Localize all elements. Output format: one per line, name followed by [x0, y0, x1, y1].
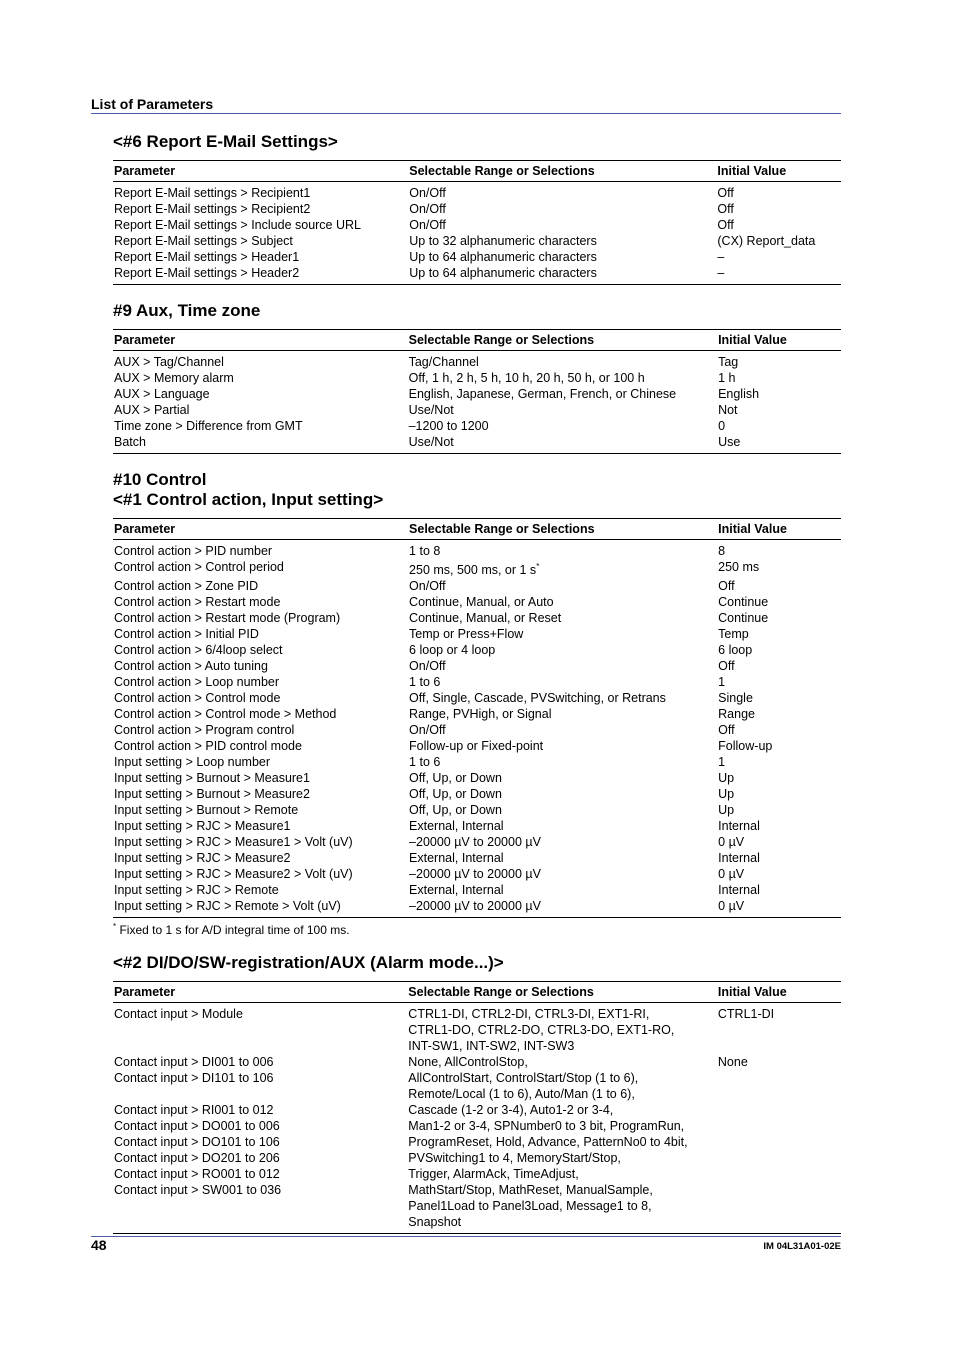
cell-initial: Internal: [718, 819, 760, 834]
table-row: [113, 1118, 841, 1134]
table-row: [113, 418, 841, 434]
section-title: #9 Aux, Time zone: [113, 301, 261, 320]
col-initial: Initial Value: [716, 161, 841, 182]
table-row: [113, 201, 841, 217]
cell-parameter: Report E-Mail settings > Recipient2: [114, 202, 311, 216]
cell-range: Continue, Manual, or Reset: [409, 611, 562, 626]
section-control: [113, 470, 841, 937]
cell-initial: 0: [718, 419, 726, 433]
cell-initial: Continue: [718, 611, 769, 626]
cell-parameter: Control action > Auto tuning: [114, 659, 268, 674]
table-row: [113, 386, 841, 402]
cell-range: Off, Up, or Down: [409, 771, 502, 786]
table-row: [113, 1022, 841, 1038]
table-row: [113, 559, 841, 578]
cell-range: AllControlStart, ControlStart/Stop (1 to 6),: [408, 1071, 639, 1085]
cell-parameter: Input setting > RJC > Measure1 > Volt (uV): [114, 835, 353, 850]
cell-parameter: [113, 1086, 407, 1102]
dido-table: [113, 981, 841, 1234]
table-row: [113, 1166, 841, 1182]
cell-range: Up to 64 alphanumeric characters: [409, 266, 597, 280]
cell-range: External, Internal: [409, 851, 504, 866]
cell-initial: 1 h: [718, 371, 736, 385]
cell-range: Remote/Local (1 to 6), Auto/Man (1 to 6),: [408, 1087, 635, 1101]
table-row: [113, 1182, 841, 1198]
table-row: [113, 770, 841, 786]
cell-range: Use/Not: [408, 435, 454, 449]
section-report-email: [113, 132, 841, 285]
table-row: [113, 1003, 841, 1023]
cell-parameter: Control action > PID number: [114, 544, 273, 558]
section-aux-timezone: [113, 301, 841, 454]
table-row: [113, 834, 841, 850]
cell-parameter: Contact input > SW001 to 036: [114, 1183, 282, 1197]
cell-range: Off, 1 h, 2 h, 5 h, 10 h, 20 h, 50 h, or 100 h: [408, 371, 645, 385]
cell-parameter: [113, 1038, 407, 1054]
table-row: [113, 1102, 841, 1118]
cell-range: Off, Single, Cascade, PVSwitching, or Retrans: [409, 691, 666, 706]
cell-range: 6 loop or 4 loop: [409, 643, 496, 658]
table-row: [113, 434, 841, 454]
cell-range: Trigger, AlarmAck, TimeAdjust,: [408, 1167, 579, 1181]
cell-parameter: Contact input > DI001 to 006: [114, 1055, 274, 1069]
aux-table: [113, 329, 841, 454]
cell-initial: [717, 1198, 841, 1214]
cell-range: English, Japanese, German, French, or Chinese: [408, 387, 677, 401]
table-row: [113, 1086, 841, 1102]
cell-initial: [717, 1070, 841, 1086]
table-row: [113, 1150, 841, 1166]
footnote-mark: *: [113, 922, 117, 932]
cell-initial: Tag: [718, 355, 739, 369]
cell-initial: Internal: [718, 851, 760, 866]
table-row: [113, 1070, 841, 1086]
cell-initial: –: [717, 250, 725, 264]
cell-range: Snapshot: [408, 1215, 462, 1229]
table-row: [113, 182, 841, 202]
table-row: [113, 738, 841, 754]
cell-range: Cascade (1-2 or 3-4), Auto1-2 or 3-4,: [408, 1103, 614, 1117]
cell-parameter: Control action > 6/4loop select: [114, 643, 283, 658]
cell-range: –20000 µV to 20000 µV: [409, 899, 541, 914]
table-row: [113, 882, 841, 898]
cell-initial: 0 µV: [718, 899, 745, 914]
table-row: [113, 402, 841, 418]
cell-initial: None: [717, 1055, 748, 1069]
cell-parameter: Report E-Mail settings > Include source URL: [114, 218, 361, 232]
cell-initial: Not: [718, 403, 738, 417]
cell-range: 1 to 6: [409, 675, 441, 690]
email-table: [113, 160, 841, 285]
table-row: [113, 658, 841, 674]
table-row: [113, 1198, 841, 1214]
table-row: [113, 786, 841, 802]
cell-range: Panel1Load to Panel3Load, Message1 to 8,: [408, 1199, 652, 1213]
cell-parameter: Control action > Restart mode: [114, 595, 281, 610]
cell-initial: Follow-up: [718, 739, 773, 754]
cell-parameter: Contact input > RO001 to 012: [114, 1167, 280, 1181]
cell-parameter: Control action > Restart mode (Program): [114, 611, 341, 626]
cell-parameter: AUX > Language: [114, 387, 210, 401]
cell-parameter: Control action > Control mode: [114, 691, 281, 706]
cell-parameter: Report E-Mail settings > Recipient1: [114, 186, 311, 200]
col-initial: Initial Value: [717, 330, 841, 351]
cell-parameter: Report E-Mail settings > Header1: [114, 250, 300, 264]
col-range: Selectable Range or Selections: [408, 161, 716, 182]
section-title: <#2 DI/DO/SW-registration/AUX (Alarm mode...)>: [113, 953, 504, 972]
cell-initial: (CX) Report_data: [717, 234, 816, 248]
cell-parameter: Batch: [114, 435, 146, 449]
col-parameter: Parameter: [113, 330, 408, 351]
table-row: [113, 722, 841, 738]
cell-range: 1 to 6: [409, 755, 441, 770]
table-row: [113, 370, 841, 386]
cell-initial: Up: [718, 787, 735, 802]
running-header: List of Parameters: [91, 96, 214, 112]
cell-initial: 6 loop: [718, 643, 753, 658]
cell-range: Tag/Channel: [408, 355, 479, 369]
table-row: [113, 626, 841, 642]
table-row: [113, 265, 841, 285]
cell-parameter: Control action > Program control: [114, 723, 295, 738]
table-row: [113, 674, 841, 690]
cell-range: –20000 µV to 20000 µV: [409, 867, 541, 882]
cell-initial: Off: [717, 218, 734, 232]
cell-initial: Up: [718, 771, 735, 786]
cell-initial: English: [718, 387, 760, 401]
cell-parameter: AUX > Partial: [114, 403, 190, 417]
section-subtitle: <#1 Control action, Input setting>: [113, 490, 384, 509]
cell-range: INT-SW1, INT-SW2, INT-SW3: [408, 1039, 575, 1053]
table-row: [113, 706, 841, 722]
cell-range: Range, PVHigh, or Signal: [409, 707, 552, 722]
cell-parameter: Time zone > Difference from GMT: [114, 419, 303, 433]
cell-initial: Use: [718, 435, 741, 449]
cell-parameter: [113, 1214, 407, 1234]
section-dido: [113, 953, 841, 1234]
cell-parameter: Control action > Initial PID: [114, 627, 259, 642]
cell-initial: 250 ms: [718, 560, 760, 574]
table-row: [113, 249, 841, 265]
col-parameter: Parameter: [113, 519, 408, 540]
cell-initial: 1: [718, 675, 726, 690]
cell-parameter: [113, 1198, 407, 1214]
cell-parameter: Input setting > RJC > Measure1: [114, 819, 291, 834]
cell-range: External, Internal: [409, 819, 504, 834]
footnote-text: Fixed to 1 s for A/D integral time of 100 ms.: [119, 923, 350, 938]
cell-range: CTRL1-DI, CTRL2-DI, CTRL3-DI, EXT1-RI,: [408, 1007, 650, 1021]
table-row: [113, 866, 841, 882]
cell-parameter: Control action > PID control mode: [114, 739, 302, 754]
cell-initial: [717, 1150, 841, 1166]
footer-rule: [91, 1236, 841, 1237]
cell-parameter: Input setting > RJC > Remote: [114, 883, 279, 898]
cell-range: Man1-2 or 3-4, SPNumber0 to 3 bit, ProgramRun,: [408, 1119, 685, 1133]
cell-range: Follow-up or Fixed-point: [409, 739, 544, 754]
cell-range: Off, Up, or Down: [409, 803, 502, 818]
cell-initial: [717, 1022, 841, 1038]
cell-range: On/Off: [409, 723, 446, 738]
table-row: [113, 594, 841, 610]
cell-range: Continue, Manual, or Auto: [409, 595, 554, 610]
table-row: [113, 802, 841, 818]
cell-parameter: Control action > Control period: [114, 560, 284, 574]
cell-parameter: Control action > Control mode > Method: [114, 707, 337, 722]
table-row: [113, 578, 841, 594]
cell-range: External, Internal: [409, 883, 504, 898]
cell-parameter: AUX > Memory alarm: [114, 371, 234, 385]
table-row: [113, 1134, 841, 1150]
cell-initial: [717, 1038, 841, 1054]
cell-initial: 8: [718, 544, 726, 558]
cell-range: –20000 µV to 20000 µV: [409, 835, 541, 850]
control-table: [113, 518, 841, 918]
cell-range: Use/Not: [408, 403, 454, 417]
cell-parameter: Contact input > DO001 to 006: [114, 1119, 280, 1133]
table-row: [113, 610, 841, 626]
cell-parameter: Input setting > Burnout > Remote: [114, 803, 299, 818]
cell-parameter: Input setting > Burnout > Measure1: [114, 771, 310, 786]
footnote: [113, 922, 841, 937]
cell-initial: Off: [718, 579, 735, 594]
cell-parameter: Input setting > Burnout > Measure2: [114, 787, 310, 802]
col-range: Selectable Range or Selections: [407, 982, 717, 1003]
table-row: [113, 351, 841, 371]
section-title: <#6 Report E-Mail Settings>: [113, 132, 338, 151]
col-range: Selectable Range or Selections: [408, 330, 717, 351]
cell-range: On/Off: [409, 579, 446, 594]
col-initial: Initial Value: [717, 982, 841, 1003]
cell-range: CTRL1-DO, CTRL2-DO, CTRL3-DO, EXT1-RO,: [408, 1023, 675, 1037]
cell-initial: [717, 1214, 841, 1234]
cell-range: PVSwitching1 to 4, MemoryStart/Stop,: [408, 1151, 621, 1165]
col-parameter: Parameter: [113, 161, 408, 182]
cell-initial: Off: [717, 202, 734, 216]
cell-initial: [717, 1134, 841, 1150]
cell-parameter: Input setting > RJC > Measure2: [114, 851, 291, 866]
table-row: [113, 1054, 841, 1070]
cell-parameter: Input setting > RJC > Remote > Volt (uV): [114, 899, 341, 914]
cell-parameter: Contact input > RI001 to 012: [114, 1103, 274, 1117]
cell-range: –1200 to 1200: [408, 419, 489, 433]
cell-initial: Single: [718, 691, 753, 706]
document-id: IM 04L31A01-02E: [763, 1241, 841, 1252]
col-range: Selectable Range or Selections: [408, 519, 717, 540]
cell-range: On/Off: [409, 218, 446, 232]
cell-parameter: Control action > Zone PID: [114, 579, 259, 594]
table-row: [113, 217, 841, 233]
cell-initial: [717, 1102, 841, 1118]
cell-parameter: Report E-Mail settings > Subject: [114, 234, 293, 248]
cell-parameter: [113, 1022, 407, 1038]
cell-parameter: Contact input > Module: [114, 1007, 243, 1021]
table-row: [113, 642, 841, 658]
cell-initial: 0 µV: [718, 867, 745, 882]
cell-range: Up to 32 alphanumeric characters: [409, 234, 597, 248]
cell-range: MathStart/Stop, MathReset, ManualSample,: [408, 1183, 653, 1197]
cell-initial: –: [717, 266, 725, 280]
cell-range: Up to 64 alphanumeric characters: [409, 250, 597, 264]
cell-range: On/Off: [409, 202, 446, 216]
table-row: [113, 818, 841, 834]
cell-range: 1 to 8: [409, 544, 441, 558]
table-row: [113, 540, 841, 560]
cell-parameter: Contact input > DO101 to 106: [114, 1135, 280, 1149]
table-row: [113, 754, 841, 770]
cell-initial: Temp: [718, 627, 749, 642]
cell-parameter: Control action > Loop number: [114, 675, 280, 690]
table-row: [113, 1038, 841, 1054]
cell-range: Temp or Press+Flow: [409, 627, 524, 642]
col-initial: Initial Value: [717, 519, 841, 540]
cell-parameter: Input setting > RJC > Measure2 > Volt (uV): [114, 867, 353, 882]
cell-range: ProgramReset, Hold, Advance, PatternNo0 to 4bit,: [408, 1135, 688, 1149]
header-rule: [91, 113, 841, 114]
cell-initial: Range: [718, 707, 755, 722]
cell-range: Off, Up, or Down: [409, 787, 502, 802]
cell-initial: [717, 1086, 841, 1102]
table-row: [113, 1214, 841, 1234]
cell-parameter: Contact input > DO201 to 206: [114, 1151, 280, 1165]
cell-initial: 0 µV: [718, 835, 745, 850]
cell-initial: [717, 1166, 841, 1182]
cell-initial: Up: [718, 803, 735, 818]
cell-initial: Off: [718, 659, 735, 674]
cell-range: None, AllControlStop,: [408, 1055, 528, 1069]
table-row: [113, 850, 841, 866]
cell-parameter: Report E-Mail settings > Header2: [114, 266, 300, 280]
section-title: #10 Control: [113, 470, 207, 489]
cell-initial: Internal: [718, 883, 760, 898]
cell-range: 250 ms, 500 ms, or 1 s*: [409, 562, 540, 578]
cell-initial: Off: [718, 723, 735, 738]
cell-parameter: Contact input > DI101 to 106: [114, 1071, 274, 1085]
cell-range: On/Off: [409, 659, 446, 674]
table-row: [113, 233, 841, 249]
cell-initial: Continue: [718, 595, 769, 610]
cell-initial: 1: [718, 755, 726, 770]
cell-initial: Off: [717, 186, 734, 200]
col-parameter: Parameter: [113, 982, 407, 1003]
cell-initial: CTRL1-DI: [717, 1007, 775, 1021]
cell-initial: [717, 1182, 841, 1198]
cell-parameter: AUX > Tag/Channel: [114, 355, 224, 369]
page-number: 48: [91, 1237, 107, 1253]
cell-initial: [717, 1118, 841, 1134]
cell-range: On/Off: [409, 186, 446, 200]
cell-parameter: Input setting > Loop number: [114, 755, 271, 770]
table-row: [113, 690, 841, 706]
table-row: [113, 898, 841, 918]
